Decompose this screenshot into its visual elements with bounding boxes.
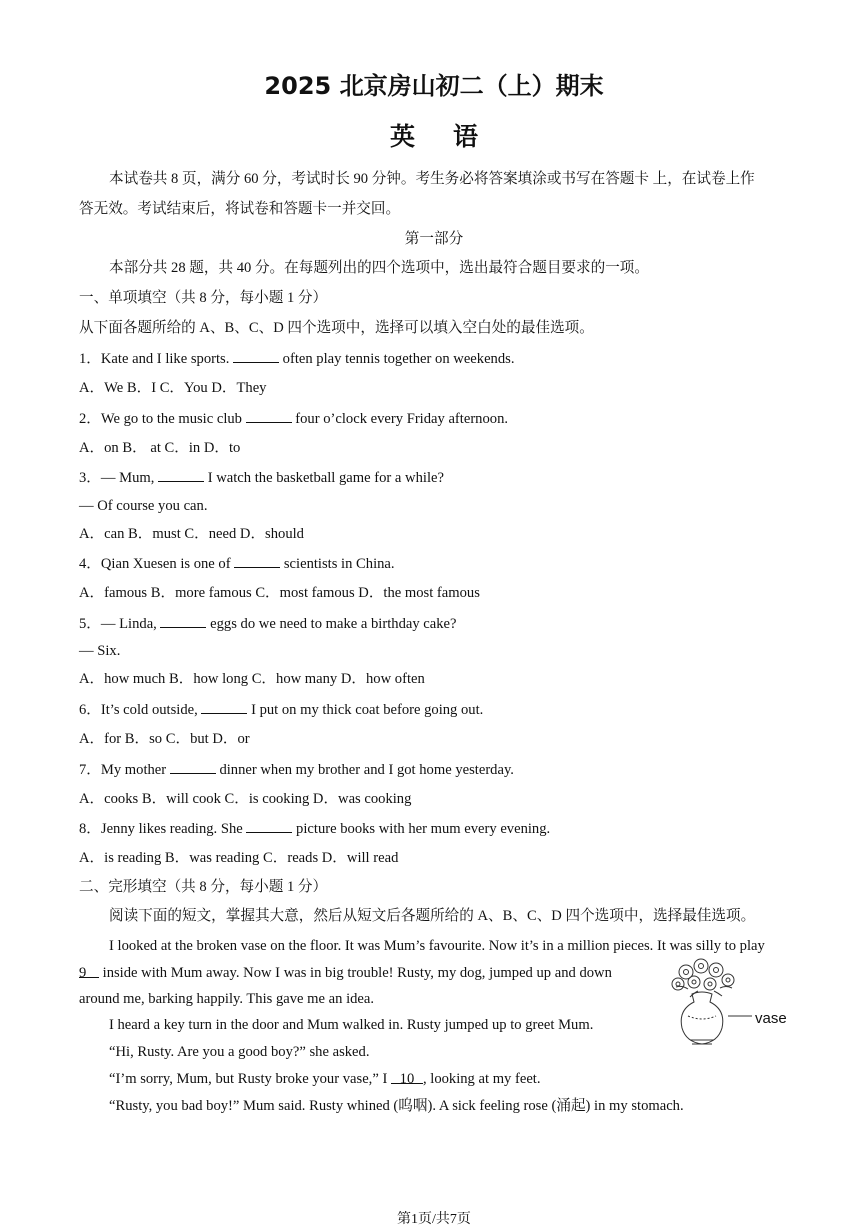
question-3-reply: — Of course you can. bbox=[79, 498, 208, 514]
question-text: eggs do we need to make a birthday cake? bbox=[206, 616, 457, 632]
cloze-blank-10: 10 bbox=[391, 1070, 423, 1084]
part-heading: 第一部分 bbox=[404, 231, 464, 247]
passage-line-3: around me, barking happily. This gave me an idea. bbox=[79, 991, 375, 1007]
subject-title: 英语 bbox=[389, 122, 516, 151]
question-text: I put on my thick coat before going out. bbox=[247, 702, 484, 718]
vase-label: vase bbox=[755, 1010, 787, 1027]
vase-icon bbox=[668, 958, 788, 1050]
question-5-options: A．how much B．how long C．how many D．how often bbox=[79, 671, 425, 687]
passage-text: inside with Mum away. Now I was in big trouble! Rusty, my dog, jumped up and down bbox=[99, 965, 612, 981]
question-8-stem bbox=[79, 819, 550, 838]
answer-blank bbox=[158, 468, 204, 482]
exam-title: 2025 北京房山初二（上）期末 bbox=[264, 72, 604, 100]
question-1-stem bbox=[79, 349, 514, 368]
question-4-stem bbox=[79, 554, 395, 573]
passage-text: , looking at my feet. bbox=[422, 1071, 541, 1087]
question-2-options: A．on B． at C．in D．to bbox=[79, 440, 241, 456]
intro-line-1: 本试卷共 8 页，满分 60 分，考试时长 90 分钟。考生务必将答案填涂或书写在答题卡 上，在试卷上作 bbox=[109, 171, 755, 187]
question-text: 3．— Mum, bbox=[79, 470, 159, 486]
question-3-stem bbox=[79, 468, 444, 487]
passage-line-5: “Hi, Rusty. Are you a good boy?” she asked. bbox=[109, 1044, 370, 1060]
answer-blank bbox=[246, 409, 292, 423]
question-text: often play tennis together on weekends. bbox=[279, 351, 515, 367]
section-2-instruction: 阅读下面的短文，掌握其大意，然后从短文后各题所给的 A、B、C、D 四个选项中，选择最佳选项。 bbox=[109, 908, 756, 924]
question-text: scientists in China. bbox=[280, 556, 395, 572]
question-text: 7．My mother bbox=[79, 762, 170, 778]
answer-blank bbox=[201, 700, 247, 714]
section-2-heading: 二、完形填空（共 8 分，每小题 1 分） bbox=[79, 879, 328, 895]
intro-line-2: 答无效。考试结束后，将试卷和答题卡一并交回。 bbox=[79, 201, 401, 217]
question-6-options: A．for B．so C．but D．or bbox=[79, 731, 250, 747]
question-6-stem bbox=[79, 700, 483, 719]
question-text: 4．Qian Xuesen is one of bbox=[79, 556, 235, 572]
passage-line-4: I heard a key turn in the door and Mum walked in. Rusty jumped up to greet Mum. bbox=[109, 1017, 594, 1033]
question-text: 8．Jenny likes reading. She bbox=[79, 821, 247, 837]
question-5-stem bbox=[79, 614, 457, 633]
part-description: 本部分共 28 题，共 40 分。在每题列出的四个选项中，选出最符合题目要求的一项。 bbox=[109, 260, 649, 276]
page-footer: 第1页/共7页 bbox=[397, 1212, 471, 1227]
cloze-blank-9: 9 bbox=[79, 964, 99, 978]
question-8-options: A．is reading B．was reading C．reads D．will read bbox=[79, 850, 399, 866]
question-text: 2．We go to the music club bbox=[79, 411, 246, 427]
passage-text: “I’m sorry, Mum, but Rusty broke your vase,” I bbox=[109, 1071, 391, 1087]
answer-blank bbox=[246, 819, 292, 833]
section-1-instruction: 从下面各题所给的 A、B、C、D 四个选项中，选择可以填入空白处的最佳选项。 bbox=[79, 320, 594, 336]
answer-blank bbox=[234, 554, 280, 568]
question-text: 6．It’s cold outside, bbox=[79, 702, 202, 718]
question-text: picture books with her mum every evening. bbox=[292, 821, 551, 837]
answer-blank bbox=[170, 760, 216, 774]
answer-blank bbox=[233, 349, 279, 363]
question-4-options: A．famous B．more famous C．most famous D．the most famous bbox=[79, 585, 480, 601]
question-7-stem bbox=[79, 760, 514, 779]
question-text: four o’clock every Friday afternoon. bbox=[291, 411, 509, 427]
passage-line-1: I looked at the broken vase on the floor. It was Mum’s favourite. Now it’s in a million pieces. It was silly to play bbox=[109, 938, 765, 954]
question-1-options: A．We B．I C．You D．They bbox=[79, 380, 267, 396]
question-text: I watch the basketball game for a while? bbox=[204, 470, 444, 486]
question-3-options: A．can B．must C．need D．should bbox=[79, 526, 304, 542]
question-2-stem bbox=[79, 409, 508, 428]
passage-line-2 bbox=[79, 964, 612, 982]
question-text: 5．— Linda, bbox=[79, 616, 161, 632]
question-5-reply: — Six. bbox=[79, 643, 121, 659]
answer-blank bbox=[160, 614, 206, 628]
passage-line-6 bbox=[109, 1070, 541, 1088]
question-text: 1．Kate and I like sports. bbox=[79, 351, 234, 367]
passage-line-7: “Rusty, you bad boy!” Mum said. Rusty whined (呜咽). A sick feeling rose (涌起) in my stomach. bbox=[109, 1098, 684, 1114]
question-text: dinner when my brother and I got home yesterday. bbox=[215, 762, 514, 778]
question-7-options: A．cooks B．will cook C．is cooking D．was cooking bbox=[79, 791, 412, 807]
section-1-heading: 一、单项填空（共 8 分，每小题 1 分） bbox=[79, 290, 328, 306]
